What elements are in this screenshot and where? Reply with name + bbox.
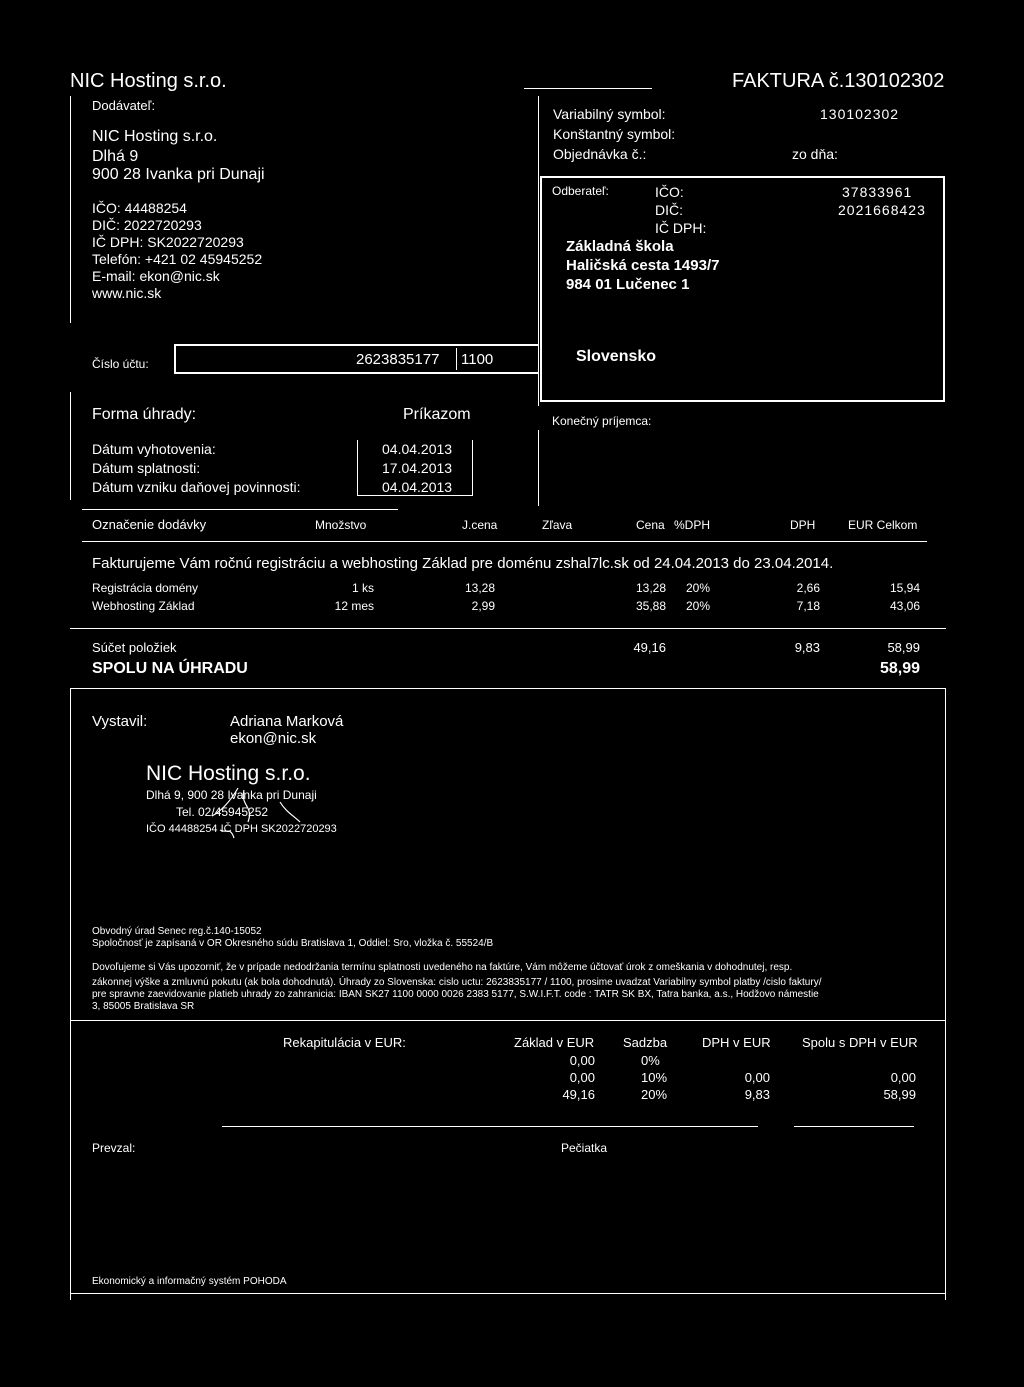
items-rule [70,628,946,629]
customer-dic-value: 2021668423 [838,202,926,218]
col-discount-header: Zľava [542,518,573,532]
row-qty: 1 ks [351,581,374,595]
invoice-description: Fakturujeme Vám ročnú registráciu a webhosting Základ pre doménu zshal7lc.sk od 24.04.2013 do 23.04.2014. [92,555,834,572]
supplier-web: www.nic.sk [92,285,162,301]
stamp-phone: Tel. 02/45945252 [176,805,269,819]
recap-total: 58,99 [883,1087,916,1102]
table-header-rule [82,541,927,542]
variable-symbol-label: Variabilný symbol: [553,106,666,122]
order-date-label: zo dňa: [792,146,838,162]
frame-right-lower [945,688,946,1300]
account-separator [456,348,457,370]
bottom-rule [70,1293,946,1294]
recap-total: 0,00 [890,1070,916,1085]
row-vat-pct: 20% [686,581,711,595]
customer-name: Základná škola [566,238,674,255]
customer-country: Slovensko [576,348,657,365]
recap-rate: 0% [641,1053,660,1068]
sum-vat: 9,83 [794,640,820,655]
footer-court: Spoločnosť je zapísaná v OR Okresného súdu Bratislava 1, Oddiel: Sro, vložka č. 55524/B [92,938,494,949]
recap-vat: 0,00 [744,1070,770,1085]
supplier-email: E-mail: ekon@nic.sk [92,268,220,284]
due-date-value: 17.04.2013 [382,460,453,476]
col-vat-pct-header: %DPH [674,518,711,532]
frame-mid [538,96,539,406]
row-unit-price: 13,28 [464,581,495,595]
account-number: 2623835177 [356,351,440,368]
customer-street: Haličská cesta 1493/7 [566,257,720,274]
system-footer: Ekonomický a informačný systém POHODA [92,1276,287,1287]
invoice-number: 130102302 [844,70,945,92]
payment-form-label: Forma úhrady: [92,406,197,423]
sum-price: 49,16 [633,640,666,655]
stamp-company: NIC Hosting s.r.o. [146,762,311,785]
supplier-phone: Telefón: +421 02 45945252 [92,251,263,267]
variable-symbol-value: 130102302 [820,106,900,122]
row-item-name: Webhosting Základ [92,599,195,613]
recap-base: 0,00 [569,1053,595,1068]
customer-city: 984 01 Lučenec 1 [566,276,690,293]
constant-symbol-label: Konštantný symbol: [553,126,676,142]
row-vat: 2,66 [796,581,820,595]
row-price: 13,28 [635,581,666,595]
customer-label: Odberateľ: [552,184,609,198]
frame-left-lower [70,688,71,1300]
recap-rate-header: Sadzba [623,1035,668,1050]
supplier-icdph: IČ DPH: SK2022720293 [92,234,244,250]
row-vat-pct: 20% [686,599,711,613]
row-unit-price: 2,99 [471,599,495,613]
footer-notice-line1: Dovoľujeme si Vás upozorniť, že v prípade nedodržania termínu splatnosti uvedeného na faktúre, Vám môžeme účtovať úrok z omeškania v dohodnutej, resp. [92,962,793,973]
customer-ico-label: IČO: [655,184,684,200]
supplier-street: Dlhá 9 [92,148,139,165]
stamp-address: Dlhá 9, 900 28 Ivanka pri Dunaji [146,788,317,802]
footer-registry: Obvodný úrad Senec reg.č.140-15052 [92,926,262,937]
col-item-header: Označenie dodávky [92,517,207,532]
payment-rule [82,509,398,510]
issue-date-label: Dátum vyhotovenia: [92,441,216,457]
frame-left-upper [70,96,71,323]
recap-vat: 9,83 [744,1087,770,1102]
header-rule [524,88,652,89]
recap-base: 49,16 [562,1087,595,1102]
signature-rule-left [222,1126,758,1127]
customer-ico-value: 37833961 [842,184,913,200]
supplier-name: NIC Hosting s.r.o. [92,128,218,145]
supplier-dic: DIČ: 2022720293 [92,217,202,233]
signature-rule-right [794,1126,914,1127]
supplier-label: Dodávateľ: [92,98,156,113]
sum-total: 58,99 [887,640,920,655]
stamp-label: Pečiatka [561,1141,608,1155]
customer-icdph-label: IČ DPH: [655,220,707,236]
col-qty-header: Množstvo [315,518,367,532]
tax-date-value: 04.04.2013 [382,479,453,495]
invoice-title [732,70,944,93]
row-qty: 12 mes [334,599,374,613]
recap-rate: 20% [641,1087,668,1102]
final-recipient-label: Konečný príjemca: [552,414,652,428]
supplier-ico: IČO: 44488254 [92,200,187,216]
recap-base-header: Základ v EUR [514,1035,595,1050]
footer-notice-line3: pre spravne zaevidovanie platieb uhrady zo zahranicia: IBAN SK27 1100 0000 0026 2383 5177, S.W.I.F.T. code : TATR SK BX, Tatra banka, a.s., Hodžovo námestie [92,989,819,1000]
pay-total-value: 58,99 [879,660,920,677]
frame-mid-payment [538,430,539,506]
footer-notice-line2: zákonnej výške a zmluvnú pokutu (ak bola dohodnutá). Úhrady zo Slovenska: cislo uctu: 2623835177 / 1100, prosime uvadzat Variabilny symbol platby /cislo faktury/ [92,977,822,988]
company-title: NIC Hosting s.r.o. [70,70,227,92]
recap-base: 0,00 [569,1070,595,1085]
row-total: 43,06 [889,599,920,613]
row-item-name: Registrácia domény [92,581,199,595]
issuer-name: Adriana Marková [230,713,344,730]
order-label: Objednávka č.: [553,146,647,162]
signature-scribble [190,782,330,842]
supplier-city: 900 28 Ivanka pri Dunaji [92,166,265,183]
sum-label: Súčet položiek [92,640,177,655]
col-unit-price-header: J.cena [462,518,498,532]
payment-form-value: Príkazom [403,406,471,423]
invoice-title-label: FAKTURA č. [732,70,845,92]
row-vat: 7,18 [796,599,820,613]
received-label: Prevzal: [92,1141,136,1155]
col-total-header: EUR Celkom [848,518,918,532]
issuer-email: ekon@nic.sk [230,730,317,747]
pay-total-label: SPOLU NA ÚHRADU [92,660,248,677]
recap-vat-header: DPH v EUR [702,1035,771,1050]
row-price: 35,88 [635,599,666,613]
stamp-ids: IČO 44488254 IČ DPH SK2022720293 [146,823,337,835]
issuer-label: Vystavil: [92,713,148,730]
recap-rate: 10% [641,1070,668,1085]
account-bank-code: 1100 [461,351,494,368]
recap-label: Rekapitulácia v EUR: [283,1035,406,1050]
row-total: 15,94 [889,581,920,595]
frame-left-payment [70,392,71,500]
recap-total-header: Spolu s DPH v EUR [802,1035,918,1050]
tax-date-label: Dátum vzniku daňovej povinnosti: [92,479,301,495]
account-label: Číslo účtu: [92,357,149,371]
customer-dic-label: DIČ: [655,202,683,218]
due-date-label: Dátum splatnosti: [92,460,201,476]
footer-rule [70,1020,946,1021]
issue-date-value: 04.04.2013 [382,441,453,457]
col-vat-header: DPH [790,518,816,532]
footer-notice-line4: 3, 85005 Bratislava SR [92,1001,195,1012]
col-price-header: Cena [636,518,665,532]
total-rule [70,688,946,689]
